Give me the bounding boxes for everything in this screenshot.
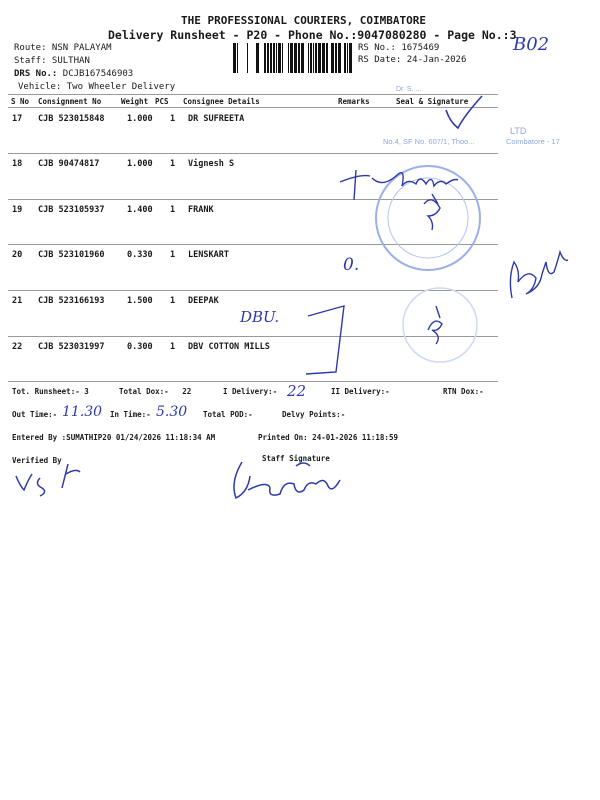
row-sno: 21: [12, 296, 23, 306]
row-weight: 1.000: [127, 114, 153, 124]
i-delivery-label: I Delivery:-: [223, 387, 278, 396]
row20-handwritten-mark: 0.: [343, 255, 360, 275]
row-consignment: CJB 90474817: [38, 159, 100, 169]
row-consignee: DR SUFREETA: [188, 114, 245, 124]
col-consignment: Consignment No: [38, 97, 102, 106]
staff-signature-label: Staff Signature: [262, 454, 330, 463]
row-consignment: CJB 523015848: [38, 114, 105, 124]
verified-by-label: Verified By: [12, 456, 62, 465]
row-sno: 22: [12, 342, 23, 352]
drs-label: DRS No.:: [14, 69, 58, 79]
runsheet-subtitle: Delivery Runsheet - P20 - Phone No.:9047080280 - Page No.:3: [108, 28, 517, 42]
in-time-label: In Time:-: [110, 410, 151, 419]
row-weight: 0.300: [127, 342, 153, 352]
row19-signature: [424, 194, 440, 230]
out-time-label: Out Time:-: [12, 410, 58, 419]
total-pod-label: Total POD:-: [203, 410, 253, 419]
row-weight: 1.000: [127, 159, 153, 169]
row-pcs: 1: [170, 159, 176, 169]
ii-delivery-label: II Delivery:-: [331, 387, 390, 396]
rs-date: RS Date: 24-Jan-2026: [358, 55, 467, 65]
row-pcs: 1: [170, 205, 176, 215]
row-consignment: CJB 523166193: [38, 296, 105, 306]
col-pcs: PCS: [155, 97, 169, 106]
i-delivery-handwritten: 22: [287, 382, 307, 400]
delvy-points-label: Delvy Points:-: [282, 410, 346, 419]
row-consignee: LENSKART: [188, 250, 229, 260]
tot-runsheet: Tot. Runsheet:- 3: [12, 387, 89, 396]
rs-number: RS No.: 1675469: [358, 43, 440, 53]
row-pcs: 1: [170, 296, 176, 306]
stamp-ltd: LTD: [510, 126, 527, 136]
row-sno: 18: [12, 159, 23, 169]
col-consignee: Consignee Details: [183, 97, 260, 106]
corner-handwriting: B02: [513, 34, 550, 55]
row20-signature: [510, 252, 568, 298]
row-pcs: 1: [170, 250, 176, 260]
stamp-address-line: No.4, SF No. 607/1, Thoo...: [383, 137, 475, 146]
row-consignee: DBV COTTON MILLS: [188, 342, 270, 352]
printed-on: Printed On: 24-01-2026 11:18:59: [258, 433, 398, 442]
col-sno: S No: [11, 97, 30, 106]
row-sno: 19: [12, 205, 23, 215]
row-pcs: 1: [170, 342, 176, 352]
staff-label: Staff: SULTHAN: [14, 56, 90, 66]
row-weight: 1.400: [127, 205, 153, 215]
row-consignee: Vignesh S: [188, 159, 235, 169]
round-stamp-faint: [403, 288, 477, 362]
row-consignee: DEEPAK: [188, 296, 219, 306]
rtn-dox-label: RTN Dox:-: [443, 387, 484, 396]
drs-value: DCJB167546903: [62, 69, 134, 79]
total-dox-label: Total Dox:-: [119, 387, 169, 396]
stamp-top-text: Dr. S. ...: [396, 86, 422, 93]
total-dox: [119, 387, 191, 396]
out-time-handwritten: 11.30: [62, 404, 103, 420]
row-sno: 17: [12, 114, 23, 124]
row22-handwritten-note: DBU.: [240, 308, 280, 326]
col-remarks: Remarks: [338, 97, 370, 106]
row22-bracket: [306, 306, 344, 374]
row-weight: 0.330: [127, 250, 153, 260]
company-title: THE PROFESSIONAL COURIERS, COIMBATORE: [181, 14, 427, 27]
verified-by-signature: [16, 464, 80, 496]
col-seal-signature: Seal & Signature: [396, 97, 469, 106]
row-weight: 1.500: [127, 296, 153, 306]
vehicle-label: Vehicle: Two Wheeler Delivery: [18, 82, 176, 92]
row-consignment: CJB 523105937: [38, 205, 105, 215]
total-dox-value: 22: [182, 387, 192, 396]
col-weight: Weight: [121, 97, 149, 106]
row21-signature: [428, 306, 442, 344]
tick-signature: [446, 96, 482, 128]
entered-by: Entered By :SUMATHIP20 01/24/2026 11:18:34 AM: [12, 433, 216, 442]
row-consignment: CJB 523101960: [38, 250, 105, 260]
row-pcs: 1: [170, 114, 176, 124]
stamp-city: Coimbatore - 17: [506, 137, 560, 146]
row-sno: 20: [12, 250, 23, 260]
route-label: Route: NSN PALAYAM: [14, 43, 112, 53]
row-consignment: CJB 523031997: [38, 342, 105, 352]
row-consignee: FRANK: [188, 205, 214, 215]
staff-signature-scribble: [234, 462, 340, 498]
round-stamp-inner: [388, 178, 468, 258]
in-time-handwritten: 5.30: [156, 404, 188, 420]
